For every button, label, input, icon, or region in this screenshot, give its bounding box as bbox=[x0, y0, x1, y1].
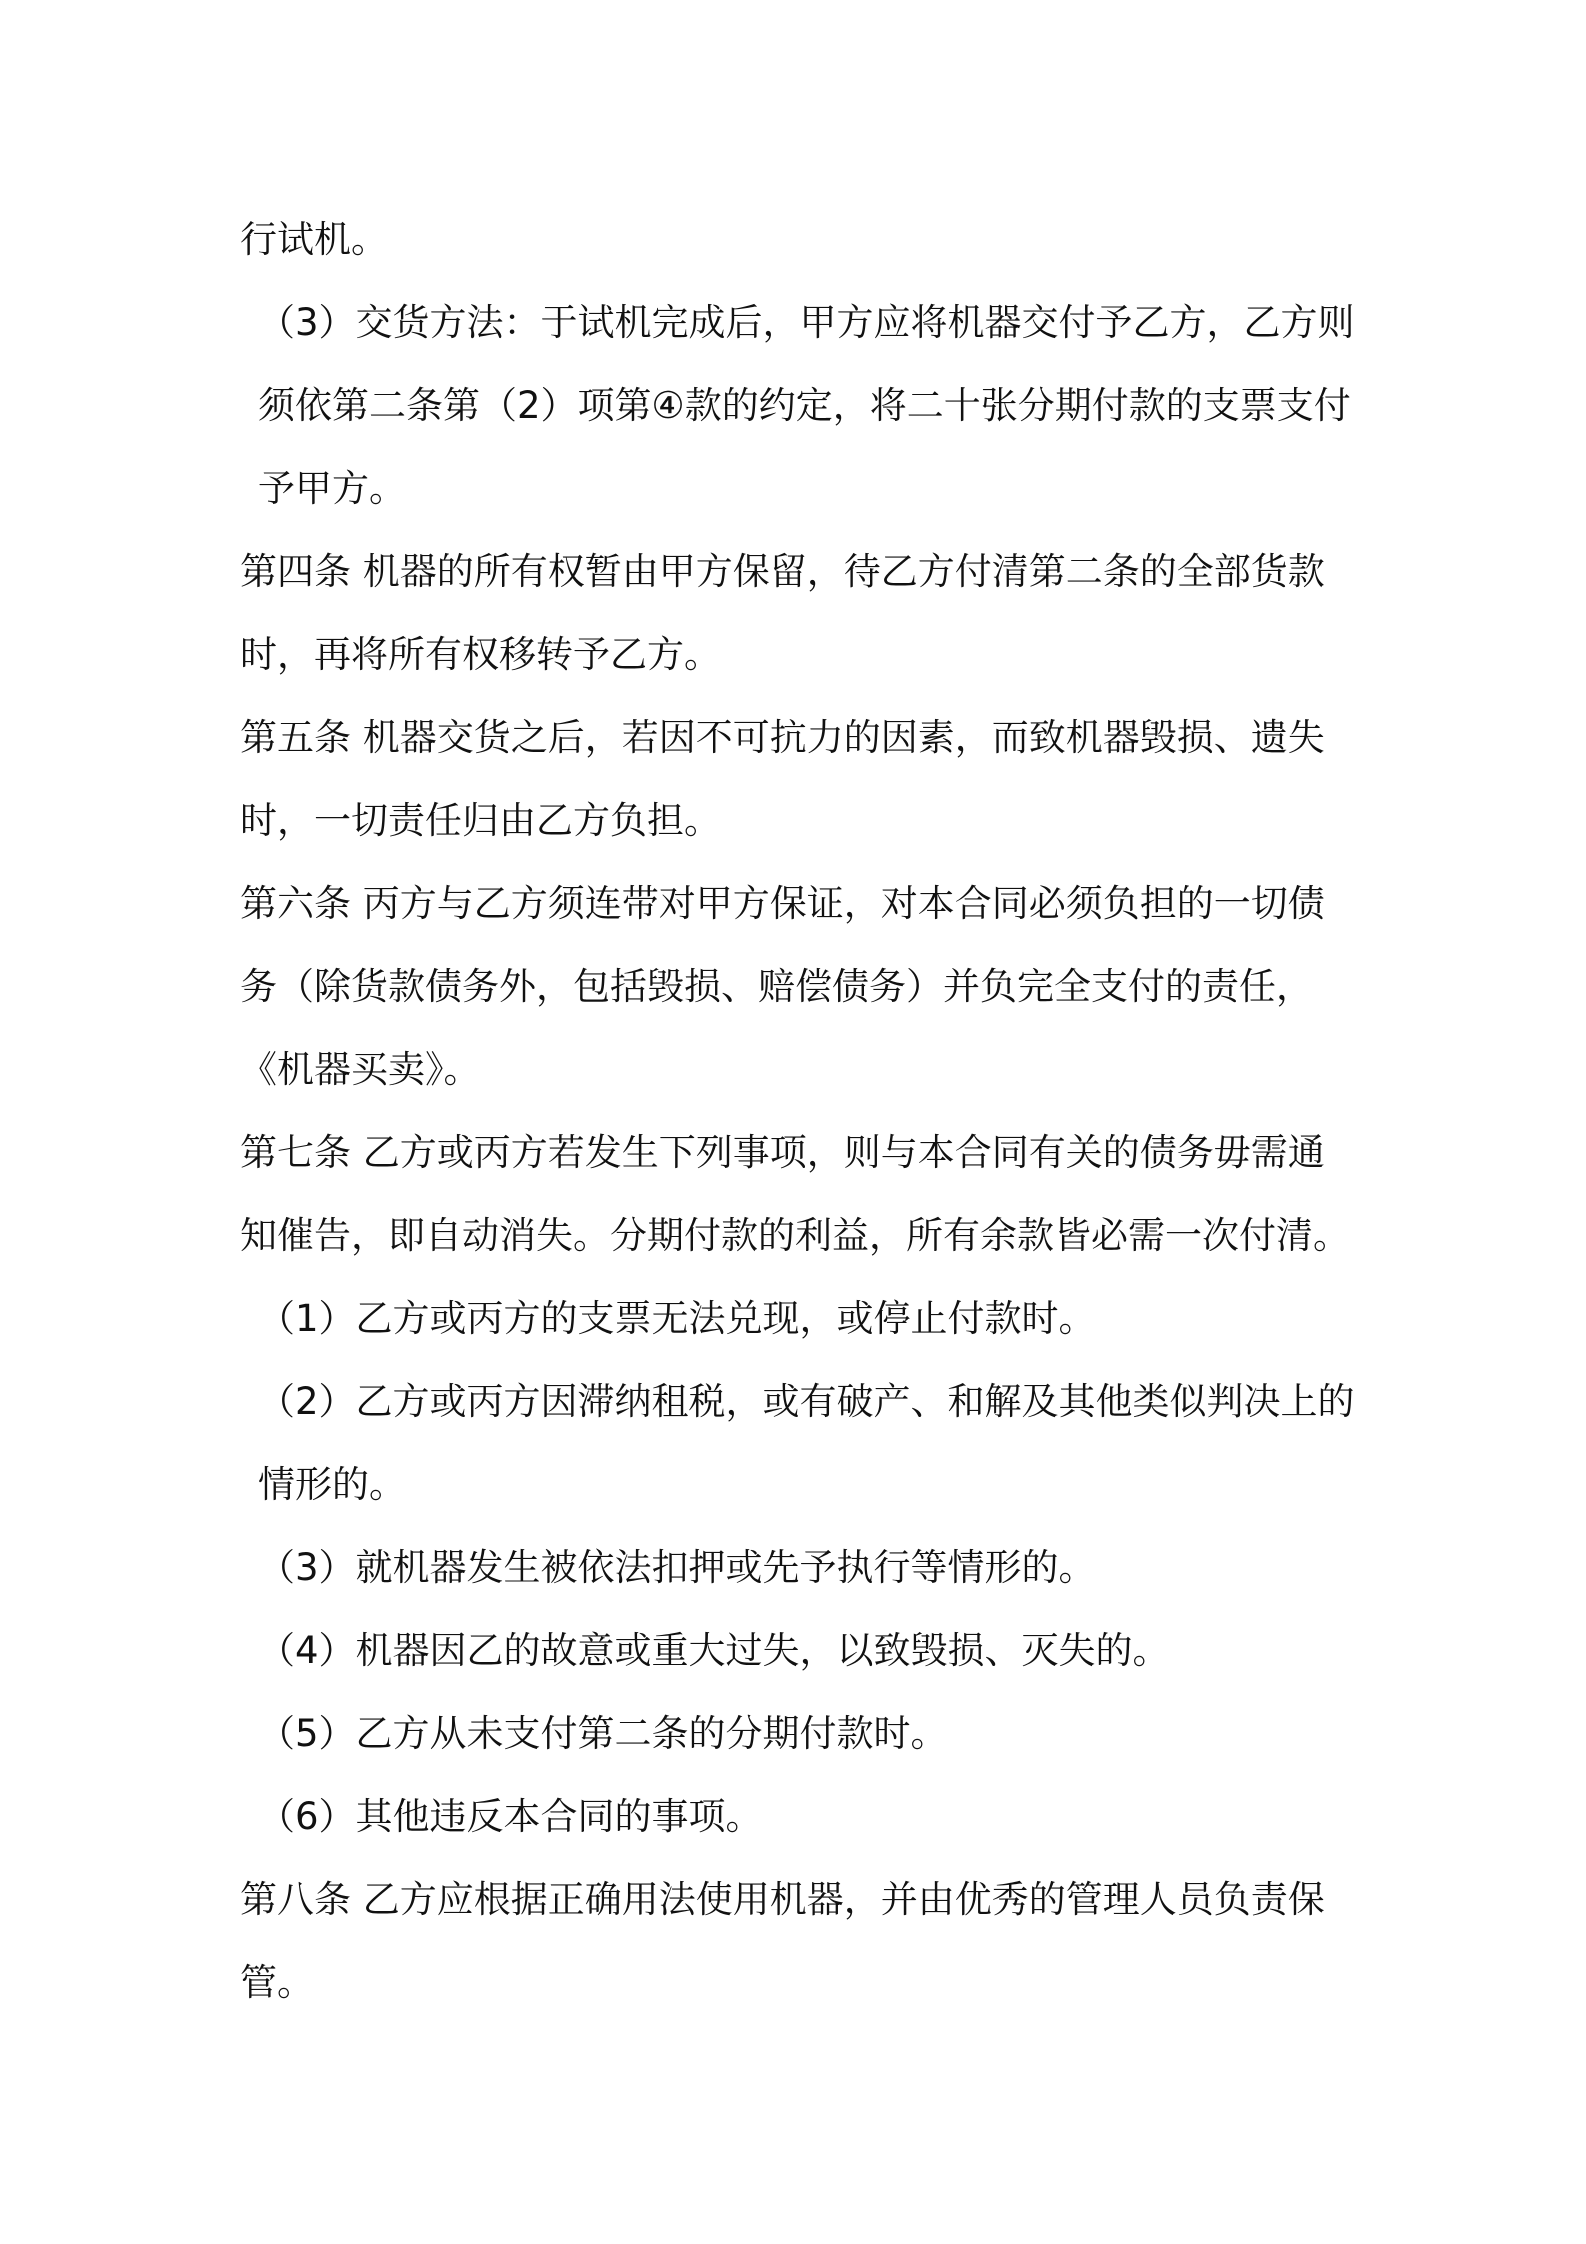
paragraph-delivery-method: （3）交货方法：于试机完成后，甲方应将机器交付予乙方，乙方则须依第二条第（2）项第④款的约定，将二十张分期付款的支票支付予甲方。 bbox=[258, 301, 1355, 510]
article-7: 第七条 乙方或丙方若发生下列事项，则与本合同有关的债务毋需通知催告，即自动消失。分期付款的利益，所有余款皆必需一次付清。 bbox=[240, 1131, 1350, 1257]
document-body bbox=[240, 198, 1360, 2024]
article-7-item-4: （4）机器因乙的故意或重大过失，以致毁损、灭失的。 bbox=[258, 1629, 1170, 1672]
article-5: 第五条 机器交货之后，若因不可抗力的因素，而致机器毁损、遗失时，一切责任归由乙方负担。 bbox=[240, 716, 1325, 842]
paragraph-continuation: 行试机。 bbox=[240, 218, 388, 261]
article-7-item-5: （5）乙方从未支付第二条的分期付款时。 bbox=[258, 1712, 948, 1755]
article-8: 第八条 乙方应根据正确用法使用机器，并由优秀的管理人员负责保管。 bbox=[240, 1878, 1325, 2004]
article-7-item-1: （1）乙方或丙方的支票无法兑现，或停止付款时。 bbox=[258, 1297, 1096, 1340]
article-7-item-6: （6）其他违反本合同的事项。 bbox=[258, 1795, 763, 1838]
article-6: 第六条 丙方与乙方须连带对甲方保证，对本合同必须负担的一切债务（除货款债务外，包括毁损、赔偿债务）并负完全支付的责任，《机器买卖》。 bbox=[240, 882, 1325, 1091]
article-7-item-3: （3）就机器发生被依法扣押或先予执行等情形的。 bbox=[258, 1546, 1096, 1589]
article-4: 第四条 机器的所有权暂由甲方保留，待乙方付清第二条的全部货款时，再将所有权移转予乙方。 bbox=[240, 550, 1325, 676]
article-7-item-2: （2）乙方或丙方因滞纳租税，或有破产、和解及其他类似判决上的情形的。 bbox=[258, 1380, 1355, 1506]
